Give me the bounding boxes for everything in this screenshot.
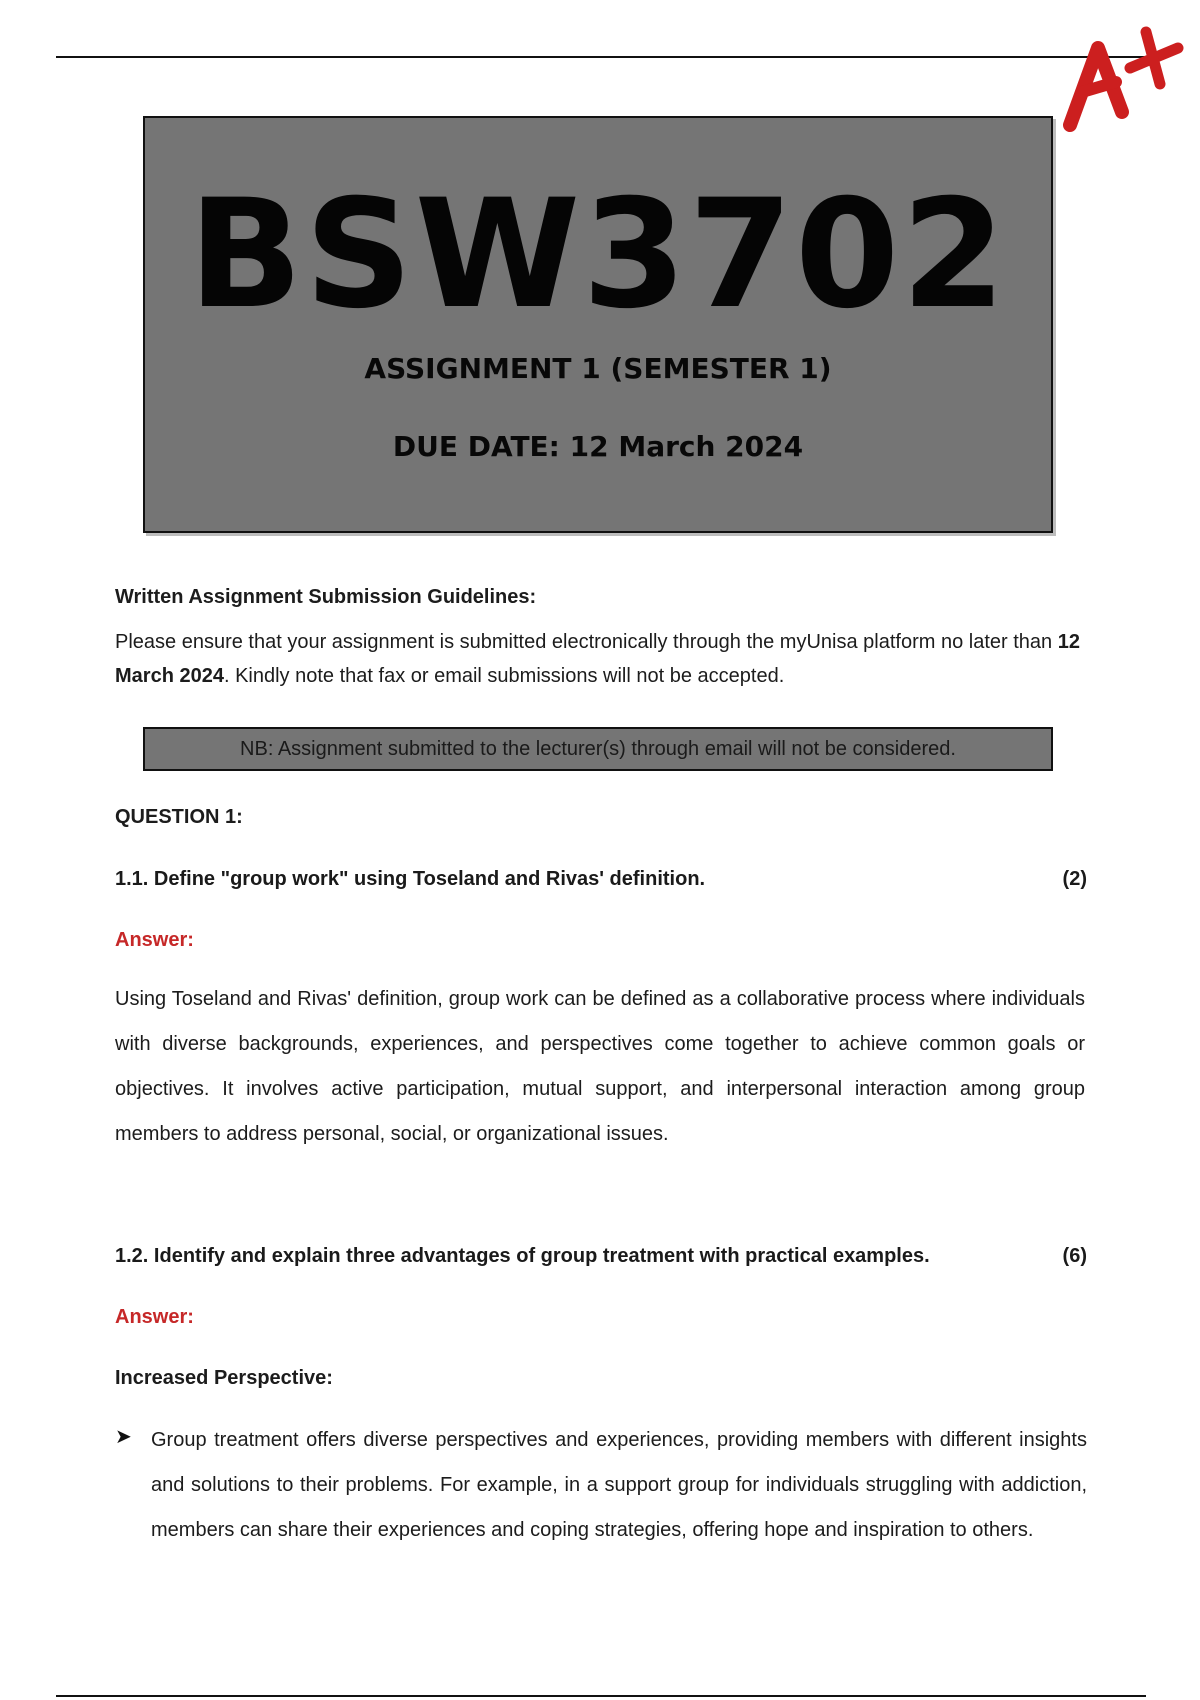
- answer-label-1-1: Answer:: [115, 929, 194, 951]
- question-1-1-marks: (2): [1062, 868, 1087, 890]
- guidelines-heading: Written Assignment Submission Guidelines:: [115, 586, 537, 608]
- email-notice-box: NB: Assignment submitted to the lecturer(s) through email will not be considered.: [143, 727, 1053, 771]
- course-code: BSW3702: [188, 168, 1008, 342]
- due-date: DUE DATE: 12 March 2024: [392, 430, 804, 463]
- question-1-1: [115, 864, 1087, 894]
- bullet-text: Group treatment offers diverse perspectives and experiences, providing members with different insights and solutions to their problems. For example, in a support group for individuals struggling with addiction, members can share their experiences and coping strategies, offering hope and inspiration to others.: [151, 1429, 1087, 1541]
- question-1-2-marks: (6): [1062, 1245, 1087, 1267]
- guidelines-text: [115, 625, 1085, 693]
- question-1-1-text: 1.1. Define "group work" using Toseland and Rivas' definition.: [115, 868, 706, 890]
- guidelines-due-date: 12 March 2024: [115, 631, 1080, 687]
- guidelines-text-part1: Please ensure that your assignment is submitted electronically through the myUnisa platform no later than: [115, 631, 1058, 653]
- top-rule: [56, 56, 1156, 58]
- arrow-bullet-icon: ➤: [115, 1426, 132, 1448]
- guidelines-text-part2: . Kindly note that fax or email submissions will not be accepted.: [223, 665, 785, 687]
- question-1-2: [115, 1241, 1087, 1271]
- question-1-2-text: 1.2. Identify and explain three advantages of group treatment with practical examples.: [115, 1245, 930, 1267]
- answer-label-1-2: Answer:: [115, 1306, 194, 1328]
- bottom-rule: [56, 1695, 1146, 1697]
- answer-1-1-text: Using Toseland and Rivas' definition, group work can be defined as a collaborative process where individuals with diverse backgrounds, experiences, and perspectives come together to achieve common goals or objectives. It involves active participation, mutual support, and interpersonal interaction among group members to address personal, social, or organizational issues.: [115, 988, 1085, 1145]
- cover-box: [143, 116, 1053, 533]
- assignment-title: ASSIGNMENT 1 (SEMESTER 1): [364, 352, 832, 385]
- grade-stamp-icon: [1060, 20, 1190, 140]
- increased-perspective-heading: Increased Perspective:: [115, 1367, 333, 1389]
- question-1-heading: QUESTION 1:: [115, 806, 243, 828]
